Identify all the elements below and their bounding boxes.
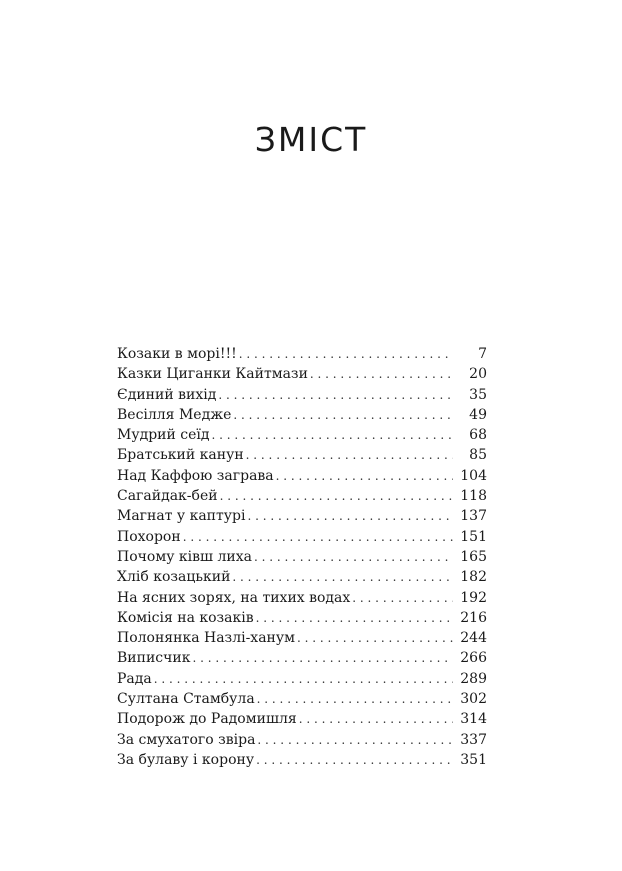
- toc-entry[interactable]: [117, 547, 487, 567]
- toc-entry-page: 314: [460, 711, 487, 728]
- dot-leader: [220, 486, 453, 506]
- toc-entry-title: За булаву і корону: [117, 751, 255, 768]
- toc-entry-page: 7: [478, 346, 487, 362]
- toc-entry[interactable]: [117, 344, 487, 364]
- toc-entry-page: 68: [469, 427, 487, 444]
- dot-leader: [239, 344, 453, 364]
- toc-entry-title: Комісія на козаків: [117, 609, 254, 626]
- dot-leader: [254, 547, 453, 567]
- dot-leader: [276, 466, 453, 486]
- toc-entry-page: 244: [460, 630, 487, 647]
- toc-entry-title: Козаки в морі!!!: [117, 346, 237, 362]
- toc-entry-title: Магнат у каптурі: [117, 508, 246, 525]
- toc-entry[interactable]: [117, 527, 487, 547]
- dot-leader: [154, 669, 453, 689]
- toc-entry[interactable]: [117, 445, 487, 465]
- toc-entry-page: 351: [460, 751, 487, 768]
- toc-entry-title: Почому ківш лиха: [117, 548, 252, 565]
- toc-entry-title: Виписчик: [117, 650, 191, 667]
- dot-leader: [299, 709, 453, 729]
- toc-entry-page: 118: [460, 488, 487, 505]
- toc-entry-title: Казки Циганки Кайтмази: [117, 366, 308, 383]
- toc-entry[interactable]: [117, 486, 487, 506]
- toc-entry-title: Над Каффою заграва: [117, 467, 274, 484]
- dot-leader: [218, 385, 453, 405]
- dot-leader: [297, 628, 453, 648]
- toc-entry-page: 182: [460, 569, 487, 586]
- toc-entry[interactable]: [117, 567, 487, 587]
- dot-leader: [352, 588, 453, 608]
- toc-entry-page: 266: [460, 650, 487, 667]
- toc-entry[interactable]: [117, 364, 487, 384]
- toc-entry-page: 20: [469, 366, 487, 383]
- toc-entry-title: Весілля Медже: [117, 406, 232, 423]
- page-title: ЗМІСТ: [254, 120, 368, 159]
- toc-entry-page: 216: [460, 609, 487, 626]
- dot-leader: [192, 648, 453, 668]
- dot-leader: [256, 750, 453, 770]
- toc-entry[interactable]: [117, 608, 487, 628]
- toc-entry-title: Хліб козацький: [117, 569, 231, 586]
- toc-entry-title: На ясних зорях, на тихих водах: [117, 589, 351, 606]
- toc-entry-title: Сагайдак-бей: [117, 488, 218, 505]
- toc-entry-page: 151: [460, 528, 487, 545]
- toc-entry-title: Мудрий сеїд: [117, 427, 210, 444]
- toc-entry[interactable]: [117, 689, 487, 709]
- toc-entry-title: Похорон: [117, 528, 181, 545]
- toc-entry[interactable]: [117, 669, 487, 689]
- dot-leader: [246, 445, 453, 465]
- toc-entry-title: Султана Стамбула: [117, 691, 255, 708]
- toc-entry-page: 49: [469, 406, 487, 423]
- toc-entry-page: 192: [460, 589, 487, 606]
- toc-entry-page: 302: [460, 691, 487, 708]
- toc-entry[interactable]: [117, 385, 487, 405]
- toc-entry[interactable]: [117, 648, 487, 668]
- toc-entry[interactable]: [117, 425, 487, 445]
- table-of-contents: [117, 344, 487, 770]
- toc-entry-page: 85: [469, 447, 487, 464]
- toc-entry-page: 35: [469, 386, 487, 403]
- dot-leader: [232, 567, 453, 587]
- dot-leader: [257, 730, 453, 750]
- toc-entry-title: Рада: [117, 670, 152, 687]
- toc-entry-title: За смухатого звіра: [117, 731, 256, 748]
- dot-leader: [212, 425, 454, 445]
- toc-entry[interactable]: [117, 405, 487, 425]
- toc-entry-page: 137: [460, 508, 487, 525]
- toc-entry-page: 165: [460, 548, 487, 565]
- dot-leader: [247, 506, 453, 526]
- toc-entry-page: 104: [460, 467, 487, 484]
- dot-leader: [183, 527, 453, 547]
- toc-entry[interactable]: [117, 750, 487, 770]
- toc-entry[interactable]: [117, 628, 487, 648]
- toc-entry[interactable]: [117, 709, 487, 729]
- toc-entry-title: Полонянка Назлі-ханум: [117, 630, 295, 647]
- toc-entry-title: Єдиний вихід: [117, 386, 217, 403]
- toc-entry[interactable]: [117, 466, 487, 486]
- toc-entry[interactable]: [117, 588, 487, 608]
- dot-leader: [257, 689, 453, 709]
- dot-leader: [233, 405, 453, 425]
- toc-entry[interactable]: [117, 506, 487, 526]
- toc-entry-title: Подорож до Радомишля: [117, 711, 297, 728]
- dot-leader: [310, 364, 453, 384]
- toc-entry-title: Братський канун: [117, 447, 244, 464]
- toc-entry[interactable]: [117, 730, 487, 750]
- dot-leader: [256, 608, 453, 628]
- toc-entry-page: 289: [460, 670, 487, 687]
- toc-entry-page: 337: [460, 731, 487, 748]
